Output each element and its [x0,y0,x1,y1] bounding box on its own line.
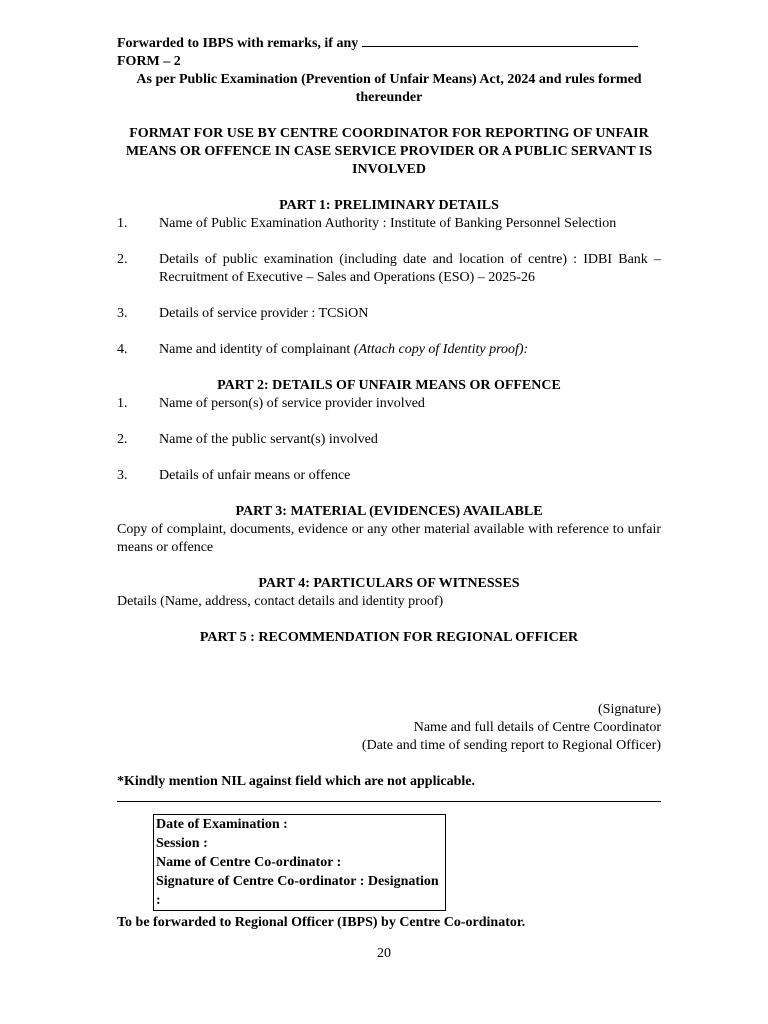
item-text-italic: (Attach copy of Identity proof): [353,342,529,357]
part1-heading: PART 1: PRELIMINARY DETAILS [279,198,499,213]
item-text: Name of Public Examination Authority : Institute of Banking Personnel Selection [159,216,617,231]
exam-date-label: Date of Examination : [156,817,288,832]
page-number: 20 [377,946,391,961]
coordinator-info-box [153,814,446,911]
item-text: Details of unfair means or offence [159,468,351,483]
remarks-blank [362,34,638,47]
part5-heading: PART 5 : RECOMMENDATION FOR REGIONAL OFFICER [199,630,579,645]
item-number: 4. [117,342,128,357]
item-number: 2. [117,252,128,267]
item-text: Name of person(s) of service provider involved [159,396,425,411]
item-number: 3. [117,468,128,483]
forwarded-line [117,34,661,53]
part1-item-2 [117,251,661,287]
form-number: FORM – 2 [117,54,181,69]
act-reference: As per Public Examination (Prevention of Unfair Means) Act, 2024 and rules formed thereunder [136,72,642,105]
part2-item-1 [117,395,661,413]
item-text-main: Name and identity of complainant [159,342,354,357]
item-number: 2. [117,432,128,447]
nil-note: *Kindly mention NIL against field which are not applicable. [117,774,475,789]
item-text: Name of the public servant(s) involved [159,432,378,447]
coordinator-signature-label: Signature of Centre Co-ordinator : Designation [156,874,439,889]
item-number: 3. [117,306,128,321]
part2-item-3 [117,467,661,485]
item-text [159,341,661,359]
part1-item-1 [117,215,661,233]
colon-line: : [156,893,161,908]
part1-item-4 [117,341,661,359]
part4-text: Details (Name, address, contact details and identity proof) [117,594,444,609]
item-text: Details of public examination (including date and location of centre) : IDBI Bank – Recruitment of Executive – Sales and Operations (ESO) – 2025-26 [159,252,661,285]
item-text: Details of service provider : TCSiON [159,306,369,321]
item-number: 1. [117,216,128,231]
part3-text: Copy of complaint, documents, evidence or any other material available with reference to unfair means or offence [117,522,661,555]
forwarded-label: Forwarded to IBPS with remarks, if any [117,36,359,51]
forwarding-note: To be forwarded to Regional Officer (IBPS) by Centre Co-ordinator. [117,915,526,930]
document-page [117,34,661,932]
part1-item-3 [117,305,661,323]
part3-heading: PART 3: MATERIAL (EVIDENCES) AVAILABLE [235,504,543,519]
item-number: 1. [117,396,128,411]
part2-item-2 [117,431,661,449]
coordinator-name-label: Name of Centre Co-ordinator : [156,855,342,870]
part4-heading: PART 4: PARTICULARS OF WITNESSES [258,576,520,591]
format-title: FORMAT FOR USE BY CENTRE COORDINATOR FOR REPORTING OF UNFAIR MEANS OR OFFENCE IN CASE SERVICE PROVIDER OR A PUBLIC SERVANT IS INVOLVED [125,126,653,177]
divider [117,801,661,802]
coordinator-details-label: Name and full details of Centre Coordinator [413,720,661,735]
part2-heading: PART 2: DETAILS OF UNFAIR MEANS OR OFFENCE [217,378,561,393]
session-label: Session : [156,836,208,851]
sending-time-label: (Date and time of sending report to Regional Officer) [361,738,661,753]
signature-label: (Signature) [598,702,661,717]
